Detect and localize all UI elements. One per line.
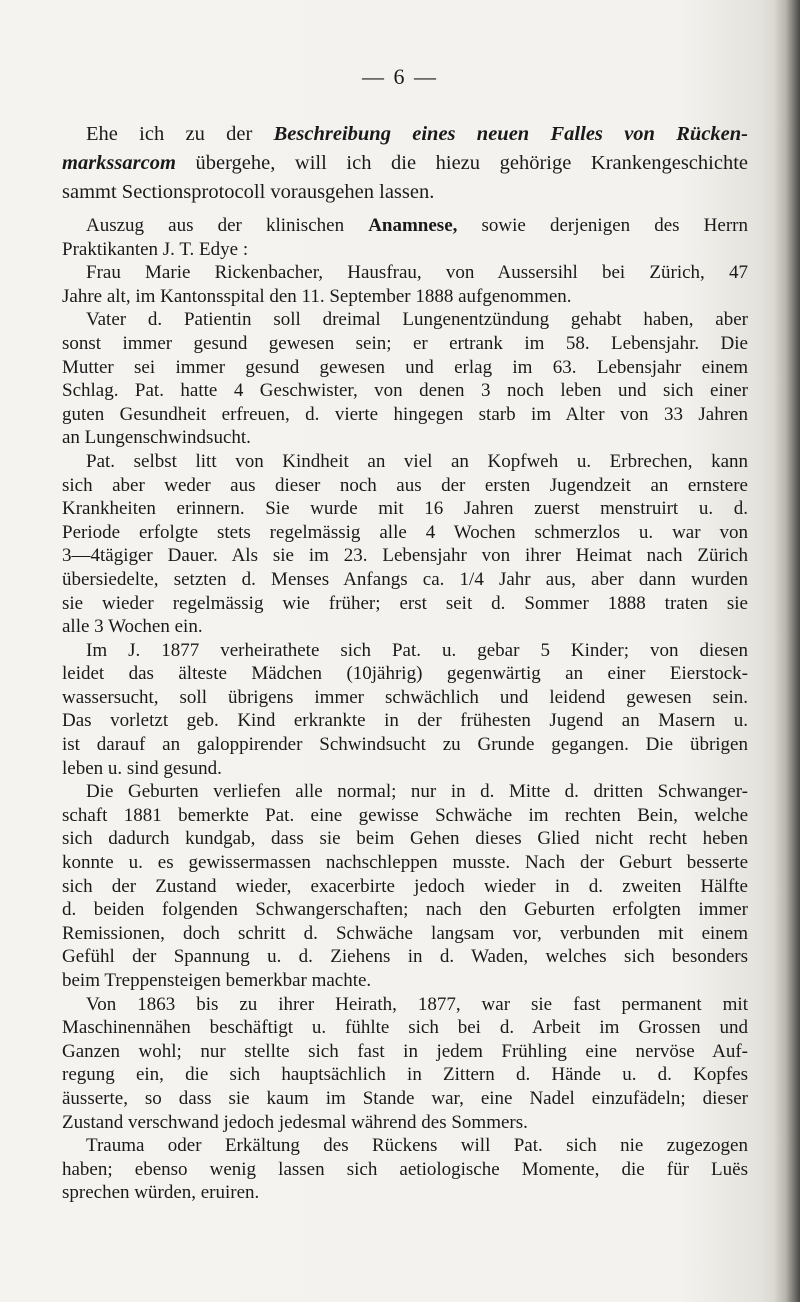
case-paragraph (62, 639, 748, 781)
paragraph-line: Trauma oder Erkältung des Rückens will Pat. sich nie zugezogen (86, 1135, 748, 1157)
intro-text: übergehe, will ich die hiezu gehörige Krankengeschichte (175, 152, 748, 174)
case-paragraph (62, 1134, 748, 1205)
intro-text: Ehe ich zu der (86, 123, 274, 145)
case-paragraph (62, 780, 748, 992)
anamnesis-line-2: Praktikanten J. T. Edye : (62, 238, 249, 260)
paragraph-line: 3—4tägiger Dauer. Als sie im 23. Lebensjahr von ihrer Heimat nach Zürich (62, 545, 748, 567)
case-paragraph (62, 261, 748, 308)
paragraph-line: Jahre alt, im Kantonsspital den 11. September 1888 aufgenommen. (62, 285, 572, 307)
intro-paragraph (62, 120, 748, 207)
paragraph-line: sie wieder regelmässig wie früher; erst seit d. Sommer 1888 traten sie (62, 592, 748, 614)
paragraph-line: schaft 1881 bemerkte Pat. eine gewisse Schwäche im rechten Bein, welche (62, 804, 748, 826)
paragraph-line: haben; ebenso wenig lassen sich aetiologische Momente, die für Luës (62, 1158, 748, 1180)
intro-line-1 (62, 120, 748, 149)
title-emphasis: Beschreibung eines neuen Falles von Rücken- (273, 123, 748, 145)
paragraph-line: übersiedelte, setzten d. Menses Anfangs ca. 1/4 Jahr aus, aber dann wurden (62, 568, 748, 590)
paragraph-line: sich der Zustand wieder, exacerbirte jedoch wieder in d. zweiten Hälfte (62, 875, 748, 897)
paragraph-line: Ganzen wohl; nur stellte sich fast in jedem Frühling eine nervöse Auf- (62, 1040, 748, 1062)
paragraph-line: Frau Marie Rickenbacher, Hausfrau, von Aussersihl bei Zürich, 47 (86, 262, 748, 284)
paragraph-line: äusserte, so dass sie kaum im Stande war, eine Nadel einzufädeln; dieser (62, 1087, 748, 1109)
paragraph-line: sprechen würden, eruiren. (62, 1182, 260, 1204)
paragraph-line: sich aber weder aus dieser noch aus der ersten Jugendzeit an ernstere (62, 474, 748, 496)
paragraph-line: Mutter sei immer gesund gewesen und erlag im 63. Lebensjahr einem (62, 356, 748, 378)
paragraph-line: d. beiden folgenden Schwangerschaften; nach den Geburten erfolgten immer (62, 899, 748, 921)
intro-line-2 (62, 149, 748, 178)
paragraph-line: regung ein, die sich hauptsächlich in Zittern d. Hände u. d. Kopfes (62, 1064, 748, 1086)
paragraph-line: Zustand verschwand jedoch jedesmal während des Sommers. (62, 1111, 528, 1133)
paragraph-line: guten Gesundheit erfreuen, d. vierte hingegen starb im Alter von 33 Jahren (62, 403, 748, 425)
anamnesis-text: sowie derjenigen des Herrn (457, 215, 748, 236)
paragraph-line: Das vorletzt geb. Kind erkrankte in der frühesten Jugend an Masern u. (62, 710, 748, 732)
paragraph-line: Pat. selbst litt von Kindheit an viel an Kopfweh u. Erbrechen, kann (86, 450, 748, 472)
case-paragraph (62, 993, 748, 1135)
paragraph-line: Im J. 1877 verheirathete sich Pat. u. gebar 5 Kinder; von diesen (86, 639, 748, 661)
paragraph-line: konnte u. es gewissermassen nachschleppen musste. Nach der Geburt besserte (62, 852, 748, 874)
paragraph-line: Die Geburten verliefen alle normal; nur in d. Mitte d. dritten Schwanger- (86, 781, 748, 803)
paragraph-line: sonst immer gesund gewesen sein; er ertrank im 58. Lebensjahr. Die (62, 332, 748, 354)
paragraph-line: leben u. sind gesund. (62, 757, 222, 779)
page-number: — 6 — (362, 64, 438, 89)
paragraph-line: ist darauf an galoppirender Schwindsucht zu Grunde gegangen. Die übrigen (62, 734, 748, 756)
paragraph-line: beim Treppensteigen bemerkbar machte. (62, 970, 372, 991)
paragraph-line: Maschinennähen beschäftigt u. fühlte sich bei d. Arbeit im Grossen und (62, 1017, 748, 1039)
paragraph-line: Remissionen, doch schritt d. Schwäche langsam vor, verbunden mit einem (62, 922, 748, 944)
paragraph-line: Periode erfolgte stets regelmässig alle 4 Wochen schmerzlos u. war von (62, 521, 748, 543)
paragraph-line: wassersucht, soll übrigens immer schwächlich und leidend gewesen sein. (62, 686, 748, 708)
paragraph-line: Von 1863 bis zu ihrer Heirath, 1877, war sie fast permanent mit (86, 993, 748, 1015)
spacer (62, 207, 748, 214)
paragraph-line: sich dadurch kundgab, dass sie beim Gehen dieses Glied nicht recht heben (62, 828, 748, 850)
page-text (62, 120, 748, 1205)
case-paragraph (62, 450, 748, 639)
anamnesis-keyword: Anamnese, (368, 215, 458, 236)
paragraph-line: leidet das älteste Mädchen (10jährig) gegenwärtig an einer Eierstock- (62, 663, 748, 685)
case-history (62, 261, 748, 1205)
paragraph-line: Vater d. Patientin soll dreimal Lungenentzündung gehabt haben, aber (86, 309, 748, 331)
paragraph-line: Gefühl der Spannung u. d. Ziehens in d. Waden, welches sich besonders (62, 946, 748, 968)
paragraph-line: alle 3 Wochen ein. (62, 616, 203, 638)
intro-line-3: sammt Sectionsprotocoll vorausgehen lassen. (62, 181, 435, 203)
anamnesis-text: Auszug aus der klinischen (86, 215, 369, 236)
page-edge-shadow (774, 0, 800, 1302)
paragraph-line: Schlag. Pat. hatte 4 Geschwister, von denen 3 noch leben und sich einer (62, 380, 748, 402)
title-emphasis-continued: markssarcom (62, 152, 176, 174)
paragraph-line: Krankheiten erinnern. Sie wurde mit 16 Jahren zuerst menstruirt u. d. (62, 498, 748, 520)
anamnesis-line-1 (62, 214, 748, 238)
paragraph-line: an Lungenschwindsucht. (62, 427, 251, 449)
anamnesis-heading (62, 214, 748, 261)
case-paragraph (62, 308, 748, 450)
